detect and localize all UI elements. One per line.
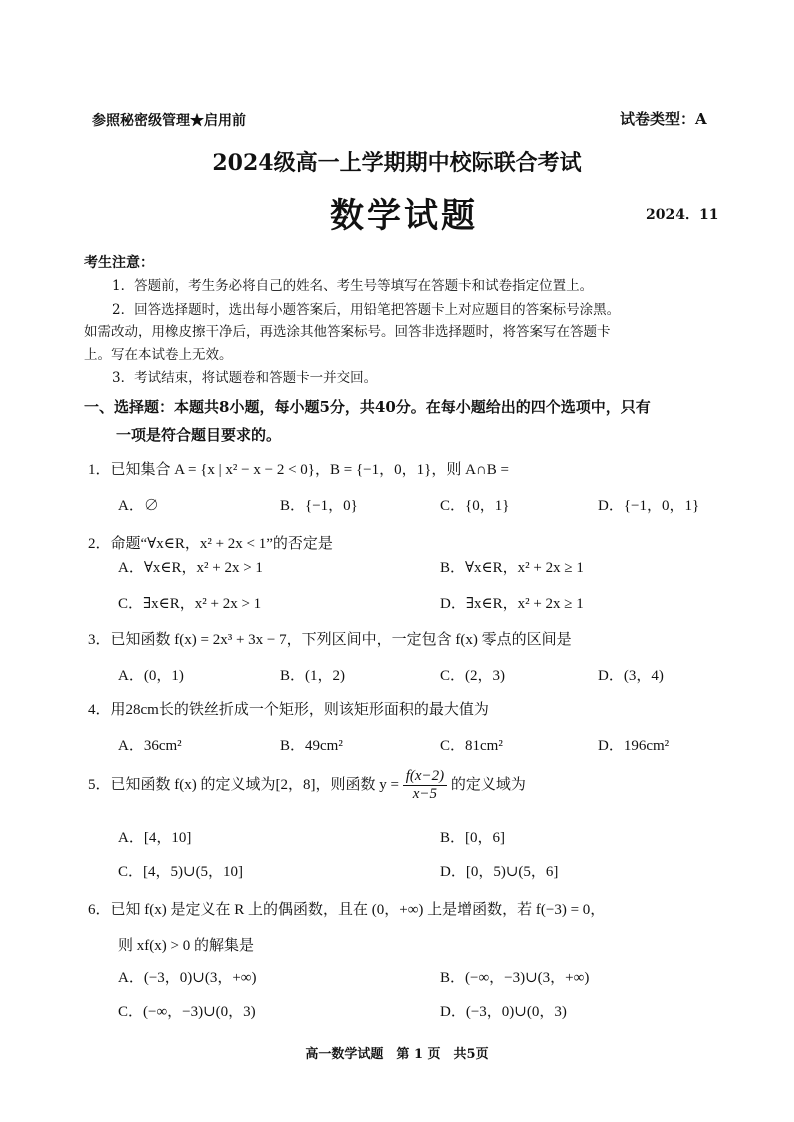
question-5-stem — [88, 768, 526, 803]
question-5-fraction — [403, 768, 447, 803]
notice-item-2-end: 上。写在本试卷上无效。 — [84, 347, 233, 363]
section-heading: 一、选择题：本题共8小题，每小题5分，共40分。在每小题给出的四个选项中，只有 — [84, 398, 651, 416]
question-1-option-d: D．{−1，0，1} — [598, 498, 700, 514]
exam-date: 2024．11 — [646, 207, 719, 223]
notice-item-1: 1．答题前，考生务必将自己的姓名、考生号等填写在答题卡和试卷指定位置上。 — [112, 278, 594, 294]
question-3-option-d: D．(3，4) — [598, 668, 664, 684]
question-3-stem: 3．已知函数 f(x) = 2x³ + 3x − 7，下列区间中，一定包含 f(x) 零点的区间是 — [88, 632, 572, 648]
question-4-option-a: A．36cm² — [118, 738, 182, 754]
question-5-option-a: A．[4，10] — [118, 830, 192, 846]
question-3-option-c: C．(2，3) — [440, 668, 505, 684]
section-heading-cont: 一项是符合题目要求的。 — [116, 426, 282, 444]
question-2-option-d: D．∃x∈R，x² + 2x ≥ 1 — [440, 596, 584, 612]
fraction-denominator: x−5 — [412, 786, 438, 802]
question-4-option-c: C．81cm² — [440, 738, 503, 754]
paper-type-label: 试卷类型：A — [620, 110, 707, 128]
notice-item-2-cont: 如需改动，用橡皮擦干净后，再选涂其他答案标号。回答非选择题时，将答案写在答题卡 — [84, 324, 611, 340]
page-footer: 高一数学试题 第 1 页 共5页 — [305, 1047, 489, 1062]
question-6-option-b: B．(−∞，−3)∪(3，+∞) — [440, 970, 590, 986]
question-3-option-a: A．(0，1) — [118, 668, 184, 684]
question-2-option-b: B．∀x∈R，x² + 2x ≥ 1 — [440, 560, 584, 576]
fraction-numerator: f(x−2) — [403, 768, 447, 786]
question-5-option-c: C．[4，5)∪(5，10] — [118, 864, 244, 880]
question-1-option-c: C．{0，1} — [440, 498, 510, 514]
question-2-stem: 2．命题“∀x∈R，x² + 2x < 1”的否定是 — [88, 536, 333, 552]
question-5-option-d: D．[0，5)∪(5，6] — [440, 864, 559, 880]
question-3-option-b: B．(1，2) — [280, 668, 345, 684]
question-2-option-a: A．∀x∈R，x² + 2x > 1 — [118, 560, 263, 576]
question-6-option-a: A．(−3，0)∪(3，+∞) — [118, 970, 257, 986]
exam-title: 2024级高一上学期期中校际联合考试 — [212, 150, 582, 176]
confidentiality-label: 参照秘密级管理★启用前 — [92, 113, 246, 129]
question-4-stem: 4．用28cm长的铁丝折成一个矩形，则该矩形面积的最大值为 — [88, 702, 489, 718]
question-6-stem-cont: 则 xf(x) > 0 的解集是 — [118, 938, 254, 954]
question-1-stem: 1．已知集合 A = {x | x² − x − 2 < 0}，B = {−1，0，1}，则 A∩B = — [88, 462, 509, 478]
question-5-stem-start: 5．已知函数 f(x) 的定义域为[2，8]，则函数 y = — [88, 776, 399, 793]
notice-title: 考生注意： — [84, 255, 154, 271]
question-5-stem-end: 的定义域为 — [450, 776, 526, 793]
subject-title: 数学试题 — [330, 196, 478, 236]
question-1-option-a: A．∅ — [118, 498, 159, 514]
question-1-option-b: B．{−1，0} — [280, 498, 358, 514]
question-2-option-c: C．∃x∈R，x² + 2x > 1 — [118, 596, 262, 612]
question-4-option-d: D．196cm² — [598, 738, 670, 754]
notice-item-2: 2．回答选择题时，选出每小题答案后，用铅笔把答题卡上对应题目的答案标号涂黑。 — [112, 302, 621, 318]
notice-item-3: 3．考试结束，将试题卷和答题卡一并交回。 — [112, 370, 378, 386]
question-4-option-b: B．49cm² — [280, 738, 343, 754]
question-5-option-b: B．[0，6] — [440, 830, 505, 846]
question-6-option-c: C．(−∞，−3)∪(0，3) — [118, 1004, 256, 1020]
question-6-option-d: D．(−3，0)∪(0，3) — [440, 1004, 567, 1020]
question-6-stem: 6．已知 f(x) 是定义在 R 上的偶函数，且在 (0，+∞) 上是增函数，若 f(−3) = 0， — [88, 902, 606, 918]
